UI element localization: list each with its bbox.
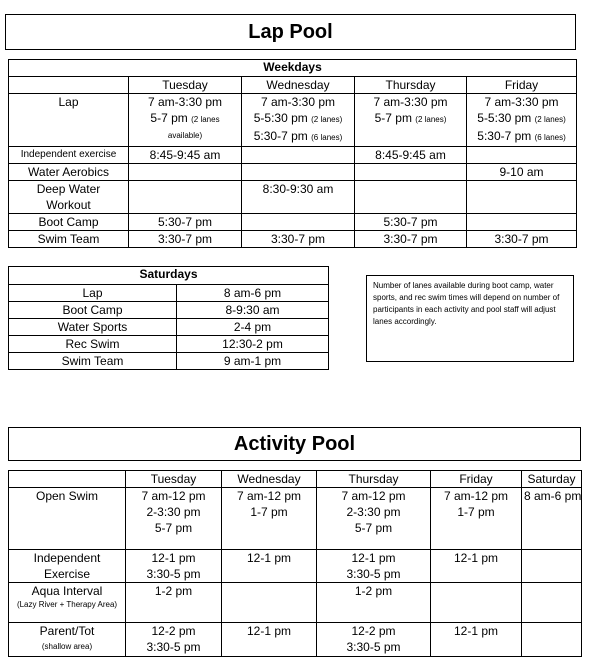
day-header: Wednesday <box>242 77 355 94</box>
activity-name: Aqua Interval <box>31 584 103 598</box>
lane-count-note: (2 lanes) <box>311 115 343 124</box>
activity-label: Independent exercise <box>9 147 129 164</box>
day-header: Thursday <box>317 471 431 488</box>
schedule-time: 1-2 pm <box>354 584 393 598</box>
schedule-cell <box>242 147 355 164</box>
schedule-time: 7 am-12 pm <box>141 489 206 503</box>
schedule-cell <box>317 583 431 623</box>
schedule-time: 12-1 pm <box>151 551 196 565</box>
lap-pool-weekdays-table <box>8 59 577 248</box>
schedule-cell <box>431 623 522 657</box>
activity-label <box>9 488 126 550</box>
schedule-time: 1-2 pm <box>154 584 193 598</box>
activity-subtitle: (Lazy River + Therapy Area) <box>16 600 118 609</box>
activity-subtitle: (shallow area) <box>41 642 93 651</box>
schedule-cell <box>242 231 355 248</box>
schedule-cell <box>467 214 577 231</box>
lap-pool-title-box <box>5 14 576 50</box>
schedule-cell <box>126 583 222 623</box>
schedule-time: 8:45-9:45 am <box>375 148 446 162</box>
schedule-time: 7 am-12 pm <box>236 489 302 503</box>
schedule-cell <box>522 488 582 550</box>
lap-pool-title: Lap Pool <box>248 20 333 43</box>
schedule-cell <box>129 181 242 214</box>
activity-name: Independent Exercise <box>33 551 101 581</box>
schedule-time: 3:30-7 pm <box>157 232 213 246</box>
schedule-time: 5-7 pm <box>354 521 393 535</box>
lane-availability-note: Number of lanes available during boot camp, water sports, and rec swim times will depend on number of participants in each activity and pool staff will adjust lanes accordingly. <box>366 275 574 362</box>
saturday-time: 8-9:30 am <box>177 302 329 319</box>
schedule-cell <box>467 147 577 164</box>
schedule-time: 12-2 pm <box>151 624 196 638</box>
schedule-cell <box>355 231 467 248</box>
schedule-cell <box>222 583 317 623</box>
lap-pool-saturdays-table <box>8 266 329 370</box>
day-header: Tuesday <box>126 471 222 488</box>
schedule-time: 7 am-12 pm <box>443 489 509 503</box>
schedule-time: 7 am-3:30 pm <box>484 95 559 109</box>
saturday-time: 9 am-1 pm <box>177 353 329 370</box>
schedule-cell <box>129 214 242 231</box>
schedule-time: 8 am-6 pm <box>524 489 582 503</box>
schedule-time: 5-7 pm (2 lanes <box>150 111 220 125</box>
schedule-cell <box>129 147 242 164</box>
schedule-time: 7 am-3:30 pm <box>147 95 223 109</box>
schedule-cell <box>467 94 577 147</box>
activity-label: Water Aerobics <box>9 164 129 181</box>
schedule-cell <box>129 231 242 248</box>
schedule-cell <box>522 623 582 657</box>
schedule-cell <box>242 214 355 231</box>
saturday-activity: Boot Camp <box>9 302 177 319</box>
schedule-cell <box>129 164 242 181</box>
schedule-time: 12-1 pm <box>246 551 292 565</box>
schedule-cell <box>522 550 582 583</box>
schedule-time: 5:30-7 pm (6 lanes) <box>477 129 566 143</box>
schedule-time: available) <box>167 131 203 140</box>
schedule-cell <box>467 231 577 248</box>
schedule-cell <box>222 623 317 657</box>
schedule-cell <box>355 214 467 231</box>
schedule-cell <box>522 583 582 623</box>
schedule-time: 3:30-7 pm <box>383 232 438 246</box>
activity-pool-title-box <box>8 427 581 461</box>
activity-pool-title: Activity Pool <box>233 432 356 455</box>
schedule-cell <box>126 623 222 657</box>
schedule-time: 7 am-3:30 pm <box>373 95 448 109</box>
saturday-activity: Water Sports <box>9 319 177 336</box>
schedule-cell <box>126 550 222 583</box>
activity-pool-table <box>8 470 582 657</box>
schedule-time: 3:30-5 pm <box>146 640 201 654</box>
schedule-time: 8:45-9:45 am <box>149 148 221 162</box>
day-header: Thursday <box>355 77 467 94</box>
schedule-time: 12-2 pm <box>351 624 396 638</box>
schedule-time: 5-7 pm (2 lanes) <box>374 111 447 125</box>
schedule-cell <box>222 550 317 583</box>
activity-label: Swim Team <box>9 231 129 248</box>
day-header: Tuesday <box>129 77 242 94</box>
schedule-time: 12-1 pm <box>246 624 292 638</box>
lane-count-note: (6 lanes) <box>311 133 343 142</box>
activity-label: Deep Water Workout <box>9 181 129 214</box>
schedule-cell <box>467 164 577 181</box>
activity-corner <box>9 471 126 488</box>
schedule-cell <box>355 181 467 214</box>
schedule-cell <box>242 164 355 181</box>
schedule-time: 5-5:30 pm (2 lanes) <box>253 111 343 125</box>
schedule-time: 7 am-12 pm <box>341 489 406 503</box>
lane-count-note: (2 lanes) <box>534 115 566 124</box>
schedule-cell <box>355 164 467 181</box>
schedule-cell <box>355 94 467 147</box>
schedule-time: 9-10 am <box>499 165 544 179</box>
schedule-time: 3:30-5 pm <box>146 567 201 581</box>
activity-label <box>9 583 126 623</box>
schedule-cell <box>467 181 577 214</box>
schedule-cell <box>355 147 467 164</box>
schedule-cell <box>126 488 222 550</box>
schedule-time: 5:30-7 pm <box>383 215 438 229</box>
saturday-time: 2-4 pm <box>177 319 329 336</box>
schedule-time: 2-3:30 pm <box>346 505 401 519</box>
weekdays-header: Weekdays <box>9 60 577 77</box>
lane-count-note: (6 lanes) <box>534 133 566 142</box>
schedule-time: 5:30-7 pm (6 lanes) <box>253 129 343 143</box>
schedule-time: 1-7 pm <box>457 505 495 519</box>
lane-count-note: (2 lanes <box>191 115 220 124</box>
day-header: Friday <box>467 77 577 94</box>
schedule-time: 12-1 pm <box>351 551 396 565</box>
activity-name: Open Swim <box>35 489 99 503</box>
schedule-cell <box>431 583 522 623</box>
schedule-cell <box>242 94 355 147</box>
saturday-activity: Lap <box>9 285 177 302</box>
schedule-time: 3:30-5 pm <box>346 567 401 581</box>
weekday-corner <box>9 77 129 94</box>
activity-label: Lap <box>9 94 129 147</box>
schedule-time: 12-1 pm <box>453 624 499 638</box>
schedule-time: 3:30-5 pm <box>346 640 401 654</box>
activity-name: Parent/Tot <box>39 624 95 638</box>
schedule-time: 5-7 pm <box>154 521 193 535</box>
schedule-time: 1-7 pm <box>250 505 288 519</box>
schedule-time: 7 am-3:30 pm <box>260 95 336 109</box>
schedule-cell <box>222 488 317 550</box>
day-header: Saturday <box>522 471 582 488</box>
schedule-time: 2-3:30 pm <box>146 505 201 519</box>
saturday-activity: Rec Swim <box>9 336 177 353</box>
day-header: Friday <box>431 471 522 488</box>
activity-label <box>9 550 126 583</box>
schedule-cell <box>317 623 431 657</box>
activity-label <box>9 623 126 657</box>
saturday-activity: Swim Team <box>9 353 177 370</box>
saturday-time: 12:30-2 pm <box>177 336 329 353</box>
saturdays-header: Saturdays <box>9 267 329 285</box>
saturday-time: 8 am-6 pm <box>177 285 329 302</box>
schedule-time: 8:30-9:30 am <box>262 182 334 196</box>
activity-label: Boot Camp <box>9 214 129 231</box>
schedule-time: 5:30-7 pm <box>157 215 213 229</box>
day-header: Wednesday <box>222 471 317 488</box>
schedule-cell <box>431 550 522 583</box>
schedule-time: 5-5:30 pm (2 lanes) <box>477 111 566 125</box>
schedule-time: 12-1 pm <box>453 551 499 565</box>
schedule-time: 3:30-7 pm <box>270 232 326 246</box>
schedule-cell <box>129 94 242 147</box>
schedule-time: 3:30-7 pm <box>494 232 549 246</box>
lane-count-note: (2 lanes) <box>415 115 447 124</box>
schedule-cell <box>242 181 355 214</box>
schedule-cell <box>317 488 431 550</box>
schedule-cell <box>317 550 431 583</box>
schedule-cell <box>431 488 522 550</box>
